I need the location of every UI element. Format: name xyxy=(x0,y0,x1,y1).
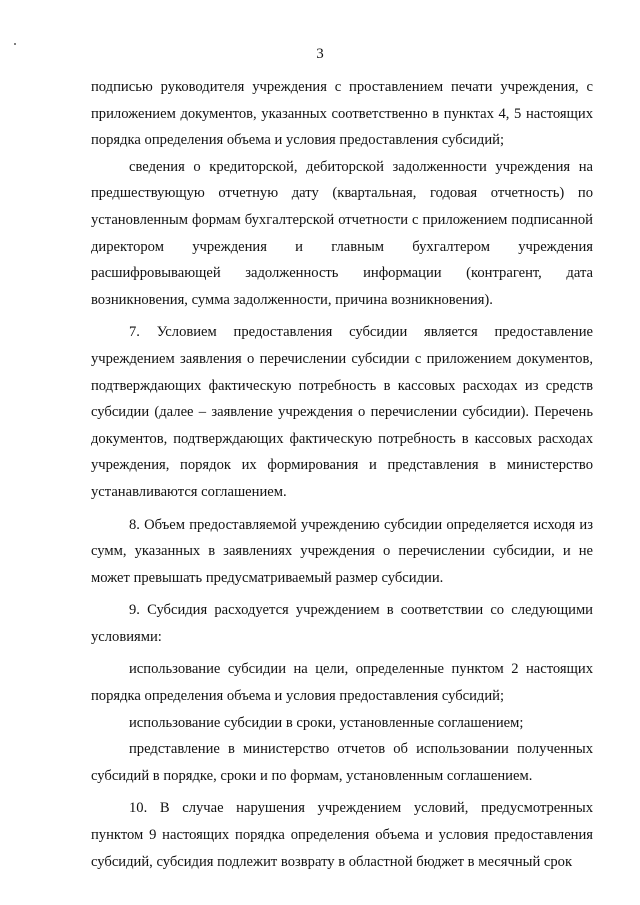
paragraph-clause-7: 7. Условием предоставления субсидии является предоставление учреждением заявления о перечислении субсидии с приложением документов, подтверждающих фактическую потребность в кассовых расходах из средств субсидии (далее – заявление учреждения о перечислении субсидии). Перечень документов, подтверждающих фактическую потребность в кассовых расходах учреждения, порядок их формирования и представления в министерство устанавливаются соглашением. xyxy=(91,324,593,500)
list-item-term-use: использование субсидии в сроки, установленные соглашением; xyxy=(129,714,524,731)
page-number: 3 xyxy=(316,46,324,62)
document-body xyxy=(91,74,593,875)
paragraph-signature-continuation: подписью руководителя учреждения с проставлением печати учреждения, с приложением документов, указанных соответственно в пунктах 4, 5 настоящих порядка определения объема и условия предоставления субсидий; xyxy=(91,79,593,149)
list-item-purpose-use: использование субсидии на цели, определенные пунктом 2 настоящих порядка определения объема и условия предоставления субсидий; xyxy=(91,661,593,705)
paragraph-clause-9: 9. Субсидия расходуется учреждением в соответствии со следующими условиями: xyxy=(91,602,593,645)
paragraph-clause-10: 10. В случае нарушения учреждением условий, предусмотренных пунктом 9 настоящих порядка определения объема и условия предоставления субсидий, субсидия подлежит возврату в областной бюджет в месячный срок xyxy=(91,800,593,870)
paragraph-clause-8: 8. Объем предоставляемой учреждению субсидии определяется исходя из сумм, указанных в заявлениях учреждения о перечислении субсидии, и не может превышать предусматриваемый размер субсидии. xyxy=(91,516,593,586)
list-item-reporting: представление в министерство отчетов об использовании полученных субсидий в порядке, сроки и по формам, установленным соглашением. xyxy=(91,741,593,784)
paragraph-debt-info: сведения о кредиторской, дебиторской задолженности учреждения на предшествующую отчетную дату (квартальная, годовая отчетность) по установленным формам бухгалтерской отчетности с приложением подписанной директором учреждения и главным бухгалтером учреждения расшифровывающей задолженность информации (контрагент, дата возникновения, сумма задолженности, причина возникновения). xyxy=(91,158,593,308)
